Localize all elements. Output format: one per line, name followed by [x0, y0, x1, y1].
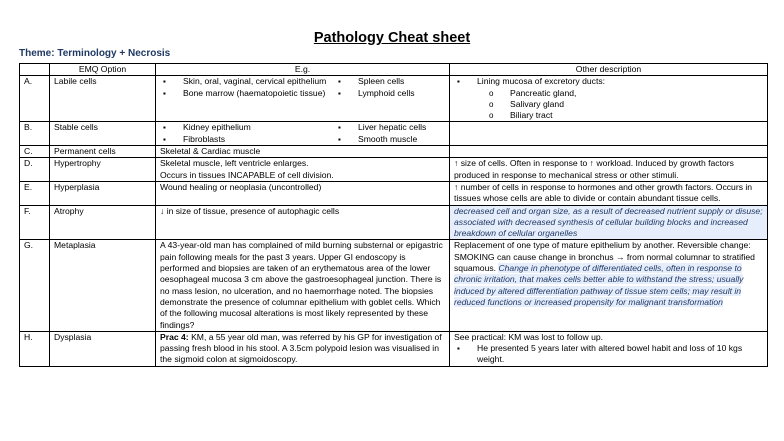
page-title: Pathology Cheat sheet — [313, 30, 471, 46]
example-cell — [156, 76, 450, 122]
theme-heading: Theme: Terminology + Necrosis — [19, 48, 171, 59]
example-text: in size of tissue, presence of autophagic cells — [166, 205, 340, 216]
example-line: Occurs in tissues INCAPABLE of cell division. — [160, 169, 334, 180]
list-item: o Pancreatic gland, — [454, 88, 763, 99]
description-text: workload. Induced by growth factors produced in response to mechanical stress or other stimuli. — [454, 158, 734, 180]
table-row — [20, 76, 768, 122]
row-letter: H. — [20, 331, 50, 366]
row-letter: C. — [20, 146, 50, 158]
list-item: ▪ Bone marrow (haematopoietic tissue) — [160, 88, 335, 99]
bullet-list — [335, 122, 445, 145]
list-item: ▪ Lymphoid cells — [335, 88, 445, 99]
description-cell — [450, 331, 768, 366]
description-cell — [450, 122, 768, 146]
example-cell: A 43-year-old man has complained of mild burning substernal or epigastric pain following meals for the past 3 years. Upper GI endoscopy is performed and biopsies are taken of an erythematous area of the lower oesophageal mucosa 3 cm above the gastroesophageal junction. There is no mass lesion, no ulceration, and no haemorrhage noted. The biopsies demonstrate the presence of columnar epithelium with goblet cells. Which of the following mucosal alterations is most likely represented by these findings? — [156, 240, 450, 331]
header-cell: E.g. — [156, 64, 450, 76]
row-letter: A. — [20, 76, 50, 122]
row-letter: G. — [20, 240, 50, 331]
list-item: ▪ He presented 5 years later with altered bowel habit and loss of 10 kgs weight. — [454, 343, 763, 366]
list-item: ▪ Liver hepatic cells — [335, 122, 445, 133]
header-cell: Other description — [450, 64, 768, 76]
down-arrow-icon: ↓ — [160, 205, 165, 216]
list-item: o Biliary tract — [454, 110, 763, 121]
table-row — [20, 146, 768, 158]
cheat-sheet-table — [19, 63, 768, 367]
row-letter: E. — [20, 181, 50, 205]
emq-option: Atrophy — [50, 205, 156, 240]
description-cell — [450, 146, 768, 158]
table-row — [20, 331, 768, 366]
table-row — [20, 122, 768, 146]
list-item: ▪ Fibroblasts — [160, 134, 335, 145]
up-arrow-icon: ↑ — [589, 158, 594, 169]
example-cell: Skeletal & Cardiac muscle — [156, 146, 450, 158]
example-cell — [156, 205, 450, 240]
bullet-list — [335, 76, 445, 99]
emq-option: Dysplasia — [50, 331, 156, 366]
emq-option: Hypertrophy — [50, 158, 156, 182]
bullet-list — [160, 76, 335, 99]
description-cell: decreased cell and organ size, as a result of decreased nutrient supply or disuse; associated with decreased synthesis of cellular building blocks and increased breakdown of cellular organelles — [450, 205, 768, 240]
row-letter: D. — [20, 158, 50, 182]
list-item: ▪ Smooth muscle — [335, 134, 445, 145]
table-row — [20, 181, 768, 205]
emq-option: Metaplasia — [50, 240, 156, 331]
table-row — [20, 240, 768, 331]
row-letter: B. — [20, 122, 50, 146]
example-cell — [156, 122, 450, 146]
list-item: ▪ Skin, oral, vaginal, cervical epithelium — [160, 76, 335, 87]
list-item: ▪ Lining mucosa of excretory ducts: — [454, 76, 763, 87]
example-line: Skeletal muscle, left ventricle enlarges. — [160, 158, 309, 169]
description-text: Replacement of one type of mature epithelium by another. Reversible change: SMOKING can cause change in bronchus → from normal columnar to stratified squamous. — [454, 240, 755, 274]
up-arrow-icon: ↑ — [454, 158, 459, 169]
bullet-list — [160, 122, 335, 145]
description-cell — [450, 158, 768, 182]
emq-option: Stable cells — [50, 122, 156, 146]
header-cell — [20, 64, 50, 76]
description-text: See practical: KM was lost to follow up. — [454, 331, 604, 342]
description-text: number of cells in response to hormones and other growth factors. Occurs in tissues whose cells are able to divide or contain abundant tissue cells. — [454, 181, 753, 204]
table-header-row — [20, 64, 768, 76]
row-letter: F. — [20, 205, 50, 240]
list-item: ▪ Kidney epithelium — [160, 122, 335, 133]
example-text: KM, a 55 year old man, was referred by his GP for investigation of passing fresh blood in his stool. A 3.5cm polypoid lesion was visualised in the sigmoid colon at sigmoidoscopy. — [160, 331, 442, 365]
example-cell — [156, 331, 450, 366]
emq-option: Permanent cells — [50, 146, 156, 158]
list-item: o Salivary gland — [454, 99, 763, 110]
prac-label: Prac 4: — [160, 331, 189, 342]
emq-option: Labile cells — [50, 76, 156, 122]
description-cell — [450, 76, 768, 122]
description-cell — [450, 181, 768, 205]
header-cell: EMQ Option — [50, 64, 156, 76]
table-row — [20, 158, 768, 182]
description-italic-text: Change in phenotype of differentiated cells, often in response to chronic irritation, that makes cells better able to withstand the stress; usually induced by altered differentiation pathway of tissue stem cells; may result in reduced functions or increased propensity for malignant transformation — [454, 263, 744, 307]
table-row — [20, 205, 768, 240]
description-cell — [450, 240, 768, 331]
emq-option: Hyperplasia — [50, 181, 156, 205]
example-cell: Wound healing or neoplasia (uncontrolled) — [156, 181, 450, 205]
list-item: ▪ Spleen cells — [335, 76, 445, 87]
up-arrow-icon: ↑ — [454, 181, 459, 192]
description-text: size of cells. Often in response to — [460, 158, 588, 169]
example-cell — [156, 158, 450, 182]
